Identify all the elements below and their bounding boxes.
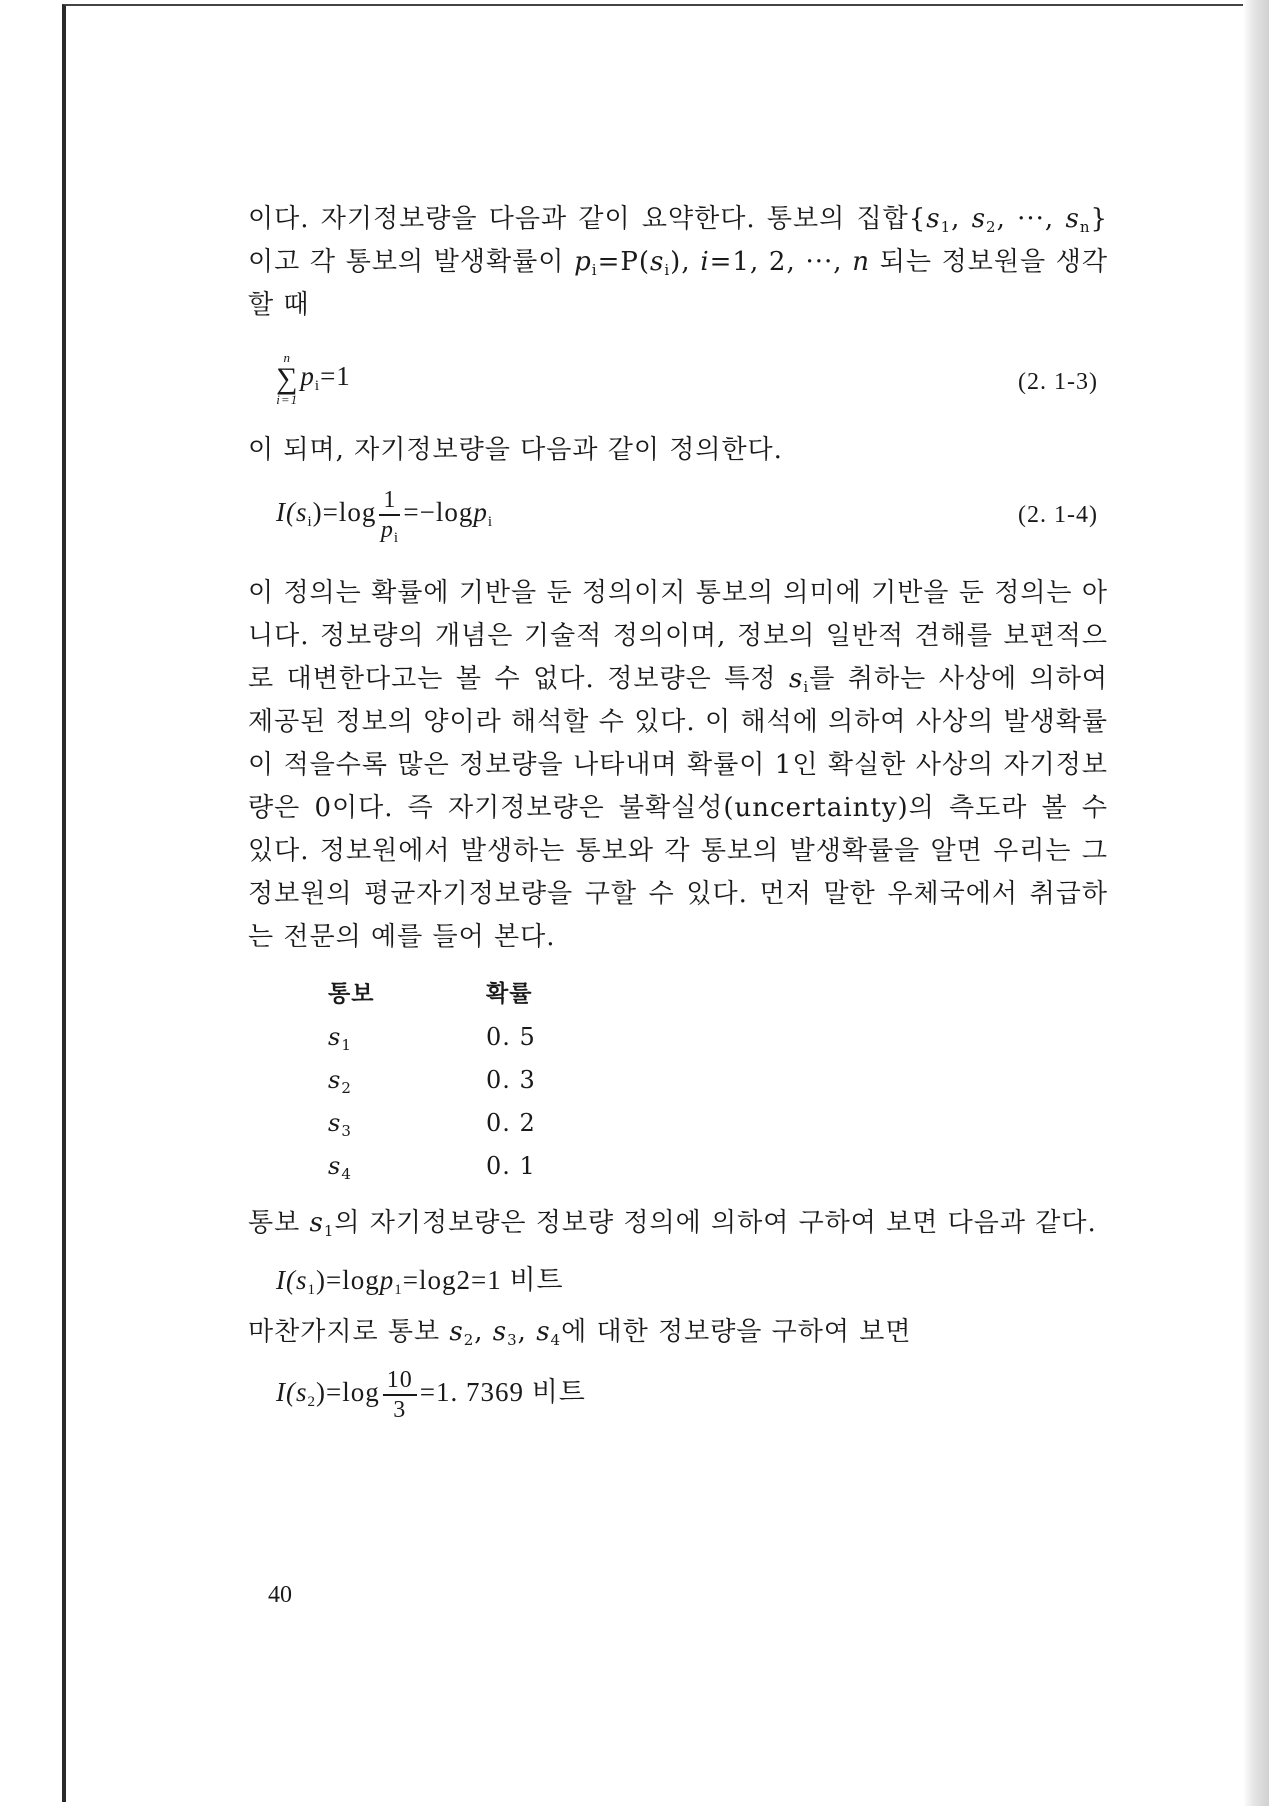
page-number: 40	[268, 1582, 292, 1608]
header-message: 통보	[328, 981, 375, 1007]
paragraph-s1-information: 통보 $s_1$의 자기정보량은 정보량 정의에 의하여 구하여 보면 다음과 같다.	[248, 1208, 1097, 1240]
fraction: $\frac{1}{p_i}$	[380, 487, 399, 546]
probability-table	[328, 973, 536, 1188]
equation-number: (2. 1-4)	[1018, 502, 1098, 528]
equation-self-information: $I(s_i)=\log$ $\frac{1}{p_i}$ =−logp$_i$ (2. 1-4)	[276, 487, 1098, 546]
table-header-row	[328, 973, 536, 1016]
left-margin	[0, 0, 62, 1806]
table-row: $s_1$ 0. 5	[328, 1023, 536, 1054]
paragraph-others: 마찬가지로 통보 $s_2$, $s_3$, $s_4$에 대한 정보량을 구하여 보면	[248, 1317, 912, 1349]
table-row: $s_2$ 0. 3	[328, 1066, 536, 1097]
page-edge-shadow	[1243, 0, 1269, 1806]
page-content	[248, 198, 1108, 1436]
equation-number: (2. 1-3)	[1018, 369, 1098, 395]
fraction: $\frac{10}{3}$	[383, 1366, 417, 1424]
paragraph-summary: 이다. 자기정보량을 다음과 같이 요약한다. 통보의 집합{$s_1$, $s_2$, ···, $s_n$} 이고 각 통보의 발생확률이 $p_i=P(s_i)$, i=1, 2, ···, n 되는 정보원을 생각할 때	[248, 204, 1109, 320]
equation-probability-sum: n ∑ i=1 $p_i=1$ (2. 1-3)	[276, 350, 1098, 407]
header-probability: 확률	[486, 981, 533, 1007]
paragraph-definition-intro: 이 되며, 자기정보량을 다음과 같이 정의한다.	[248, 435, 783, 465]
equation-s1: $I(s_1)=\log p_1=\log 2=1$ 비트	[276, 1265, 564, 1298]
summation-symbol: n ∑ i=1	[276, 350, 299, 407]
table-row: $s_3$ 0. 2	[328, 1109, 536, 1140]
equation-s2: $I(s_2)=\log$ $\frac{10}{3}$ =1. 7369 비트	[276, 1367, 586, 1423]
table-row: $s_4$ 0. 1	[328, 1152, 536, 1183]
paragraph-explanation: 이 정의는 확률에 기반을 둔 정의이지 통보의 의미에 기반을 둔 정의는 아니다. 정보량의 개념은 기술적 정의이며, 정보의 일반적 견해를 보편적으로 대변한다고는 볼 수 없다. 정보량은 특정 $s_i$를 취하는 사상에 의하여 제공된 정보의 양이라 해석할 수 있다. 이 해석에 의하여 사상의 발생확률이 적을수록 많은 정보량을 나타내며 확률이 1인 확실한 사상의 자기정보량은 0이다. 즉 자기정보량은 불확실성(uncertainty)의 측도라 볼 수 있다. 정보원에서 발생하는 통보와 각 통보의 발생확률을 알면 우리는 그 정보원의 평균자기정보량을 구할 수 있다. 먼저 말한 우체국에서 취급하는 전문의 예를 들어 본다.	[248, 578, 1108, 952]
